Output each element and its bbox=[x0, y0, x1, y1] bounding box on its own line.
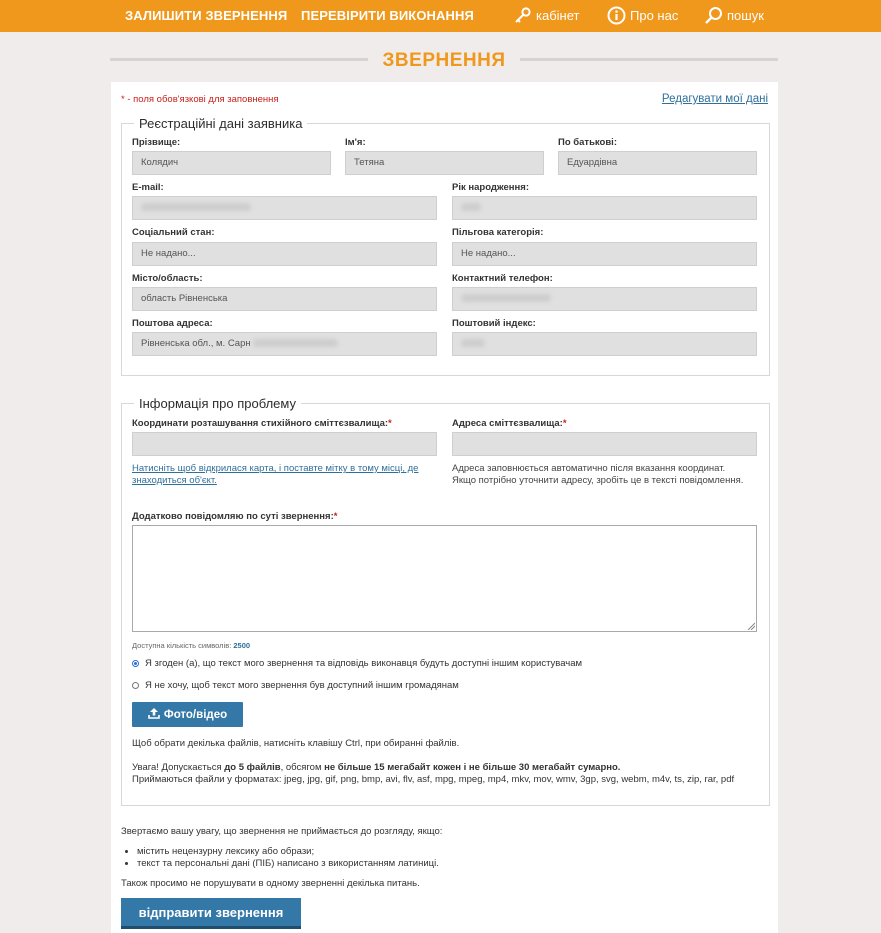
radio-disagree[interactable] bbox=[132, 680, 459, 691]
upload-button-label: Фото/відео bbox=[163, 708, 228, 721]
page-title-row bbox=[110, 44, 778, 76]
char-counter: Доступна кількість символів: 2500 bbox=[132, 641, 251, 650]
email-label: E-mail: bbox=[132, 182, 164, 193]
nav-search[interactable] bbox=[704, 6, 764, 25]
submit-request-button[interactable]: відправити звернення bbox=[121, 898, 301, 929]
accepted-formats: Приймаються файли у форматах: jpeg, jpg, gif, png, bmp, avi, flv, asf, mpg, mpeg, mp4, mkv, mov, wmv, 3gp, svg, webm, m4v, ts, zip, rar, pdf bbox=[132, 774, 735, 785]
benefit-category-label: Пільгова категорія: bbox=[452, 227, 544, 238]
message-textarea[interactable] bbox=[132, 525, 757, 632]
key-icon bbox=[514, 6, 532, 24]
nav-about[interactable] bbox=[607, 6, 678, 25]
city-field[interactable]: область Рівненська bbox=[132, 287, 437, 311]
list-item: • текст та персональні дані (ПІБ) написано з використанням латиниці. bbox=[137, 858, 439, 870]
nav-check-execution[interactable]: ПЕРЕВІРИТИ ВИКОНАННЯ bbox=[301, 8, 474, 23]
name-field[interactable]: Тетяна bbox=[345, 151, 544, 175]
surname-field[interactable]: Колядич bbox=[132, 151, 331, 175]
email-field[interactable] bbox=[132, 196, 437, 220]
patronymic-field[interactable]: Едуардівна bbox=[558, 151, 757, 175]
nav-cabinet[interactable] bbox=[514, 6, 579, 24]
postal-address-label: Поштова адреса: bbox=[132, 318, 213, 329]
rejection-reasons-list bbox=[121, 846, 439, 870]
redacted-postal-code bbox=[461, 339, 485, 347]
radio-disagree-label: Я не хочу, щоб текст мого звернення був доступний іншим громадянам bbox=[145, 680, 459, 691]
dump-address-field[interactable] bbox=[452, 432, 757, 456]
benefit-category-field[interactable]: Не надано... bbox=[452, 242, 757, 266]
char-counter-value: 2500 bbox=[233, 641, 251, 650]
nav-cabinet-label: кабінет bbox=[536, 7, 580, 23]
request-form-card bbox=[111, 82, 778, 933]
redacted-phone bbox=[461, 294, 551, 302]
city-label: Місто/область: bbox=[132, 273, 203, 284]
address-help-text: Адреса заповнюється автоматично після вказання координат. Якщо потрібно уточнити адресу, зробіть це в тексті повідомлення. bbox=[452, 463, 744, 486]
message-label: Додатково повідомляю по суті звернення:* bbox=[132, 511, 338, 522]
upload-limits-warning: Увага! Допускається до 5 файлів, обсягом не більше 15 мегабайт кожен і не більше 30 мегабайт сумарно. bbox=[132, 762, 621, 773]
nav-search-label: пошук bbox=[727, 8, 764, 23]
nav-about-label: Про нас bbox=[630, 8, 679, 23]
coordinates-field[interactable] bbox=[132, 432, 437, 456]
top-navigation-bar bbox=[0, 0, 881, 32]
social-status-label: Соціальний стан: bbox=[132, 227, 215, 238]
attention-text: Звертаємо вашу увагу, що звернення не приймається до розгляду, якщо: bbox=[121, 826, 443, 837]
radio-agree-label: Я згоден (а), що текст мого звернення та відповідь виконавця будуть доступні іншим користувачам bbox=[145, 658, 583, 669]
info-icon bbox=[607, 6, 626, 25]
birth-year-field[interactable] bbox=[452, 196, 757, 220]
registration-legend: Реєстраційні дані заявника bbox=[139, 116, 303, 131]
patronymic-label: По батькові: bbox=[558, 137, 617, 148]
postal-code-label: Поштовий індекс: bbox=[452, 318, 536, 329]
name-label: Ім'я: bbox=[345, 137, 366, 148]
radio-agree-button[interactable] bbox=[132, 660, 139, 667]
edit-my-data-link[interactable]: Редагувати мої дані bbox=[661, 93, 768, 105]
list-item: • містить нецензурну лексику або образи; bbox=[137, 846, 439, 858]
redacted-birth-year bbox=[461, 203, 481, 211]
required-fields-note: * - поля обов'язкові для заповнення bbox=[121, 94, 279, 105]
resize-handle-icon[interactable] bbox=[747, 622, 755, 630]
upload-hint: Щоб обрати декілька файлів, натисніть клавішу Ctrl, при обиранні файлів. bbox=[132, 738, 460, 749]
nav-leave-request[interactable]: ЗАЛИШИТИ ЗВЕРНЕННЯ bbox=[125, 8, 288, 23]
search-icon bbox=[704, 6, 723, 25]
page-title: ЗВЕРНЕННЯ bbox=[382, 50, 506, 71]
upload-photo-video-button[interactable] bbox=[132, 702, 243, 727]
social-status-field[interactable]: Не надано... bbox=[132, 242, 437, 266]
problem-legend: Інформація про проблему bbox=[139, 396, 296, 411]
upload-icon bbox=[148, 707, 160, 722]
radio-disagree-button[interactable] bbox=[132, 682, 139, 689]
phone-label: Контактний телефон: bbox=[452, 273, 553, 284]
dump-address-label: Адреса сміттєзвалища:* bbox=[452, 418, 567, 429]
postal-address-field[interactable] bbox=[132, 332, 437, 356]
redacted-email bbox=[141, 203, 251, 211]
birth-year-label: Рік народження: bbox=[452, 182, 529, 193]
open-map-link[interactable]: Натисніть щоб відкрилася карта, і поставте мітку в тому місці, де знаходиться об'єкт. bbox=[132, 463, 419, 486]
surname-label: Прізвище: bbox=[132, 137, 181, 148]
single-issue-note: Також просимо не порушувати в одному зверненні декілька питань. bbox=[121, 878, 420, 889]
phone-field[interactable] bbox=[452, 287, 757, 311]
coordinates-label: Координати розташування стихійного сміттєзвалища:* bbox=[132, 418, 392, 429]
postal-address-value: Рівненська обл., м. Сарн bbox=[141, 338, 251, 349]
postal-code-field[interactable] bbox=[452, 332, 757, 356]
radio-agree[interactable] bbox=[132, 658, 582, 669]
redacted-address bbox=[253, 339, 338, 347]
